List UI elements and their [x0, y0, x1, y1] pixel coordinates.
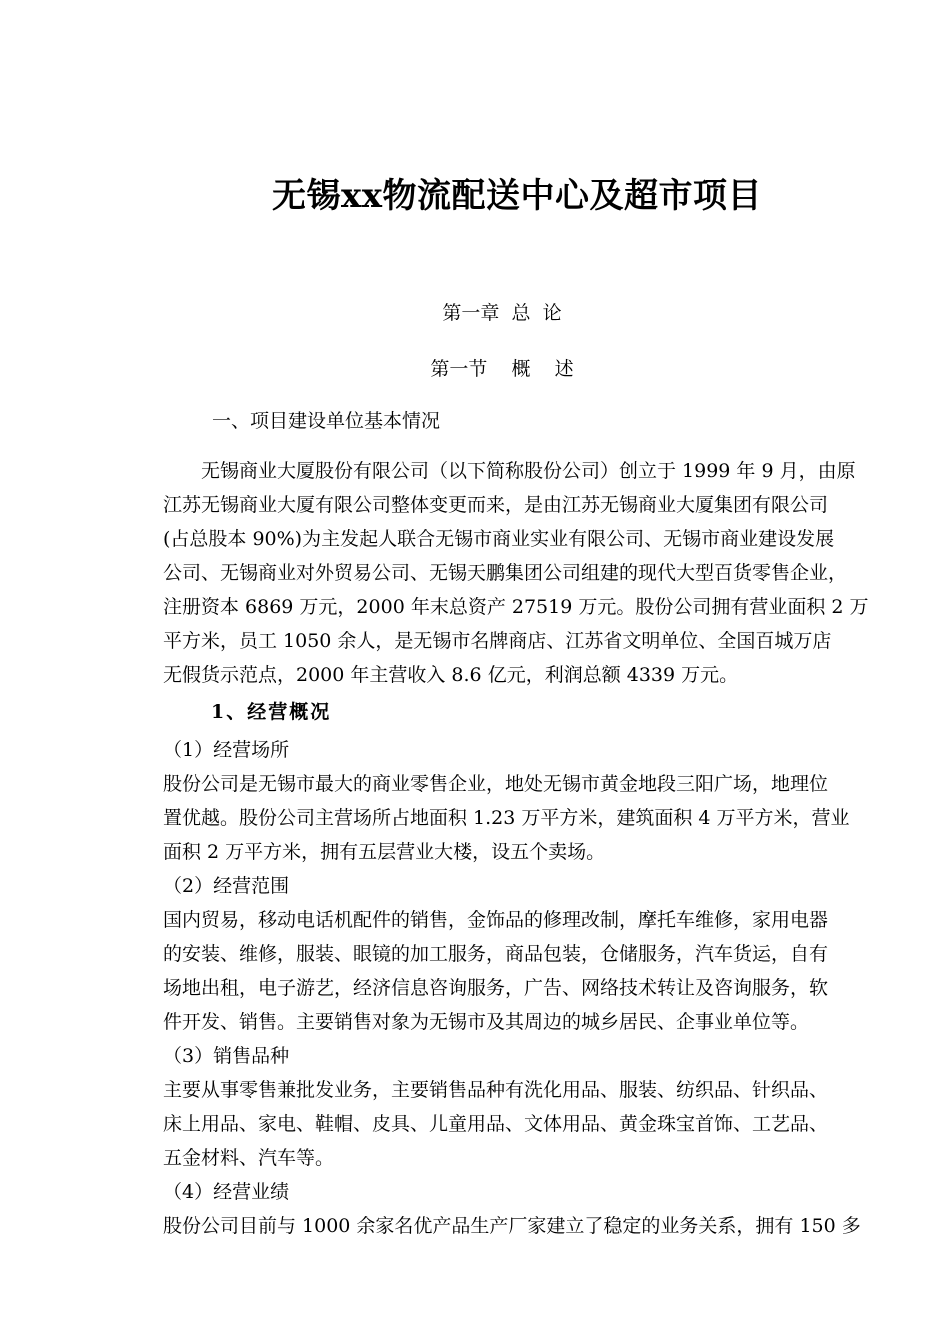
sub-heading: 一、项目建设单位基本情况	[212, 410, 441, 432]
paragraph-line: 无假货示范点，2000 年主营收入 8.6 亿元，利润总额 4339 万元。	[163, 664, 739, 686]
chapter-heading: 第一章 总 论	[442, 302, 562, 324]
paragraph-line: 置优越。股份公司主营场所占地面积 1.23 万平方米，建筑面积 4 万平方米，营业	[163, 807, 850, 829]
paragraph-line: 的安装、维修，服装、眼镜的加工服务，商品包装，仓储服务，汽车货运，自有	[163, 943, 829, 965]
paragraph-line: 主要从事零售兼批发业务，主要销售品种有洗化用品、服装、纺织品、针织品、	[163, 1079, 829, 1101]
premises-section	[163, 733, 861, 1243]
paragraph-line: 无锡商业大厦股份有限公司（以下简称股份公司）创立于 1999 年 9 月，由原	[201, 460, 856, 482]
intro-paragraph	[163, 454, 869, 692]
scope-heading: （2）经营范围	[163, 875, 290, 897]
paragraph-line: (占总股本 90%)为主发起人联合无锡市商业实业有限公司、无锡市商业建设发展	[163, 528, 835, 550]
paragraph-line: 场地出租，电子游艺，经济信息咨询服务，广告、网络技术转让及咨询服务，软	[163, 977, 829, 999]
paragraph-line: 五金材料、汽车等。	[163, 1147, 335, 1169]
premises-heading: （1）经营场所	[163, 739, 290, 761]
paragraph-line: 注册资本 6869 万元，2000 年末总资产 27519 万元。股份公司拥有营业面积 2 万	[163, 596, 869, 618]
products-heading: （3）销售品种	[163, 1045, 290, 1067]
paragraph-line: 股份公司是无锡市最大的商业零售企业，地处无锡市黄金地段三阳广场，地理位	[163, 773, 829, 795]
paragraph-line: 公司、无锡商业对外贸易公司、无锡天鹏集团公司组建的现代大型百货零售企业，	[163, 562, 848, 584]
paragraph-line: 床上用品、家电、鞋帽、皮具、儿童用品、文体用品、黄金珠宝首饰、工艺品、	[163, 1113, 829, 1135]
paragraph-line: 平方米，员工 1050 余人，是无锡市名牌商店、江苏省文明单位、全国百城万店	[163, 630, 832, 652]
paragraph-line: 件开发、销售。主要销售对象为无锡市及其周边的城乡居民、企事业单位等。	[163, 1011, 810, 1033]
paragraph-line: 股份公司目前与 1000 余家名优产品生产厂家建立了稳定的业务关系，拥有 150 多	[163, 1215, 861, 1237]
paragraph-line: 国内贸易，移动电话机配件的销售，金饰品的修理改制，摩托车维修，家用电器	[163, 909, 829, 931]
document-title: 无锡xx物流配送中心及超市项目	[271, 176, 763, 216]
paragraph-line: 江苏无锡商业大厦有限公司整体变更而来，是由江苏无锡商业大厦集团有限公司	[163, 494, 829, 516]
section-heading: 第一节 概 述	[430, 358, 574, 380]
performance-heading: （4）经营业绩	[163, 1181, 290, 1203]
business-section	[163, 695, 853, 729]
paragraph-line: 面积 2 万平方米，拥有五层营业大楼，设五个卖场。	[163, 841, 606, 863]
business-heading: 1、经营概况	[211, 701, 332, 723]
